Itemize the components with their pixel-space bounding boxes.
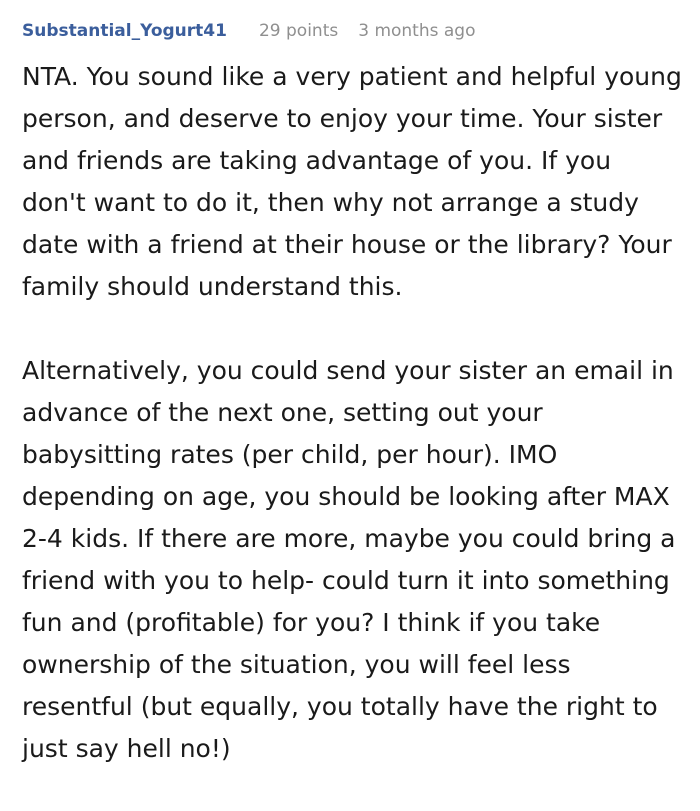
comment-username-link[interactable]: Substantial_Yogurt41: [22, 21, 227, 41]
comment-paragraph: Alternatively, you could send your sister an email in advance of the next one, setting out your babysitting rates (per child, per hour). IMO depending on age, you should be looking after MAX 2-4 kids. If there are more, maybe you could bring a friend with you to help- could turn it into something fun and (profitable) for you? I think if you take ownership of the situation, you will feel less resentful (but equally, you totally have the right to just say hell no!): [22, 356, 676, 763]
comment-meta: [22, 18, 678, 44]
comment-body: [22, 56, 682, 770]
comment-timestamp: 3 months ago: [358, 21, 476, 41]
comment-paragraph: NTA. You sound like a very patient and helpful young person, and deserve to enjoy your time. Your sister and friends are taking advantage of you. If you don't want to do it, then why not arrange a study date with a friend at their house or the library? Your family should understand this.: [22, 62, 682, 301]
comment-points: 29 points: [258, 21, 339, 41]
